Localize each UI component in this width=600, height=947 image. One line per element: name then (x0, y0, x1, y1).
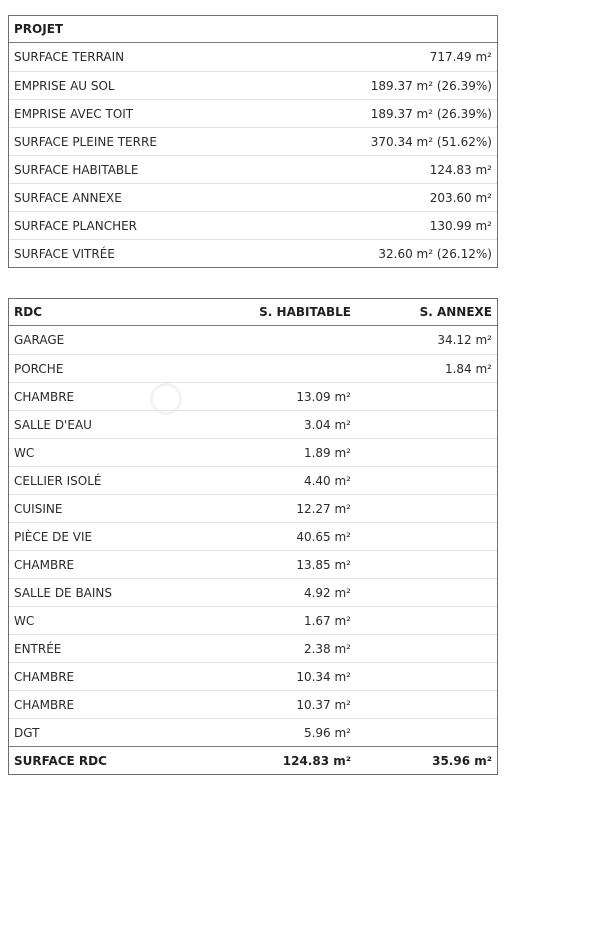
habitable-value: 1.89 m² (303, 445, 351, 460)
row-label: EMPRISE AU SOL (14, 78, 115, 93)
table-row (9, 466, 497, 494)
table-row (9, 127, 497, 155)
table-row (9, 354, 497, 382)
room-label: CHAMBRE (14, 697, 75, 712)
table-row (9, 606, 497, 634)
total-label: SURFACE RDC (14, 753, 107, 768)
room-label: CELLIER ISOLÉ (14, 473, 102, 488)
table-row (9, 99, 497, 127)
room-label: CHAMBRE (14, 389, 75, 404)
table-row (9, 183, 497, 211)
row-label: SURFACE ANNEXE (14, 190, 122, 205)
room-label: ENTRÉE (14, 641, 62, 656)
room-label: PIÈCE DE VIE (14, 529, 93, 544)
room-label: CHAMBRE (14, 669, 75, 684)
habitable-value: 10.37 m² (296, 697, 351, 712)
rdc-table (8, 298, 498, 775)
projet-table (8, 15, 498, 268)
table-row (9, 239, 497, 267)
annexe-value: 1.84 m² (444, 361, 492, 376)
room-label: WC (14, 613, 35, 628)
habitable-value: 4.40 m² (303, 473, 351, 488)
row-value: 189.37 m² (26.39%) (370, 78, 492, 93)
habitable-value: 1.67 m² (303, 613, 351, 628)
row-label: EMPRISE AVEC TOIT (14, 106, 134, 121)
room-label: DGT (14, 725, 40, 740)
table-row (9, 578, 497, 606)
habitable-value: 13.85 m² (296, 557, 351, 572)
table-row (9, 326, 497, 354)
table-row (9, 155, 497, 183)
row-label: SURFACE HABITABLE (14, 162, 139, 177)
habitable-value: 10.34 m² (296, 669, 351, 684)
table-row (9, 43, 497, 71)
habitable-value: 13.09 m² (296, 389, 351, 404)
room-label: CHAMBRE (14, 557, 75, 572)
row-value: 370.34 m² (51.62%) (370, 134, 492, 149)
row-value: 32.60 m² (26.12%) (378, 246, 492, 261)
total-habitable: 124.83 m² (282, 753, 351, 768)
projet-header-row (9, 16, 497, 43)
habitable-value: 3.04 m² (303, 417, 351, 432)
table-row (9, 494, 497, 522)
table-row (9, 410, 497, 438)
row-value: 203.60 m² (429, 190, 492, 205)
habitable-value: 5.96 m² (303, 725, 351, 740)
table-row (9, 634, 497, 662)
room-label: SALLE DE BAINS (14, 585, 113, 600)
table-row (9, 382, 497, 410)
room-label: SALLE D'EAU (14, 417, 92, 432)
rdc-header-row (9, 299, 497, 326)
table-row (9, 662, 497, 690)
row-value: 189.37 m² (26.39%) (370, 106, 492, 121)
total-row (9, 746, 497, 774)
row-value: 124.83 m² (429, 162, 492, 177)
table-row (9, 211, 497, 239)
row-label: SURFACE VITRÉE (14, 246, 115, 261)
habitable-value: 2.38 m² (303, 641, 351, 656)
habitable-value: 4.92 m² (303, 585, 351, 600)
habitable-column-header: S. HABITABLE (259, 305, 351, 319)
room-label: CUISINE (14, 501, 63, 516)
row-value: 717.49 m² (429, 50, 492, 64)
annexe-value: 34.12 m² (437, 333, 492, 347)
row-label: SURFACE PLANCHER (14, 218, 138, 233)
table-row (9, 718, 497, 746)
habitable-value: 40.65 m² (296, 529, 351, 544)
row-value: 130.99 m² (429, 218, 492, 233)
projet-header: PROJET (14, 22, 64, 36)
table-row (9, 438, 497, 466)
table-row (9, 690, 497, 718)
rdc-header-label: RDC (14, 305, 43, 319)
row-label: SURFACE PLEINE TERRE (14, 134, 157, 149)
row-label: SURFACE TERRAIN (14, 50, 125, 64)
room-label: WC (14, 445, 35, 460)
table-row (9, 550, 497, 578)
table-row (9, 71, 497, 99)
table-row (9, 522, 497, 550)
annexe-column-header: S. ANNEXE (419, 305, 492, 319)
room-label: PORCHE (14, 361, 64, 376)
room-label: GARAGE (14, 333, 65, 347)
total-annexe: 35.96 m² (432, 753, 492, 768)
habitable-value: 12.27 m² (296, 501, 351, 516)
